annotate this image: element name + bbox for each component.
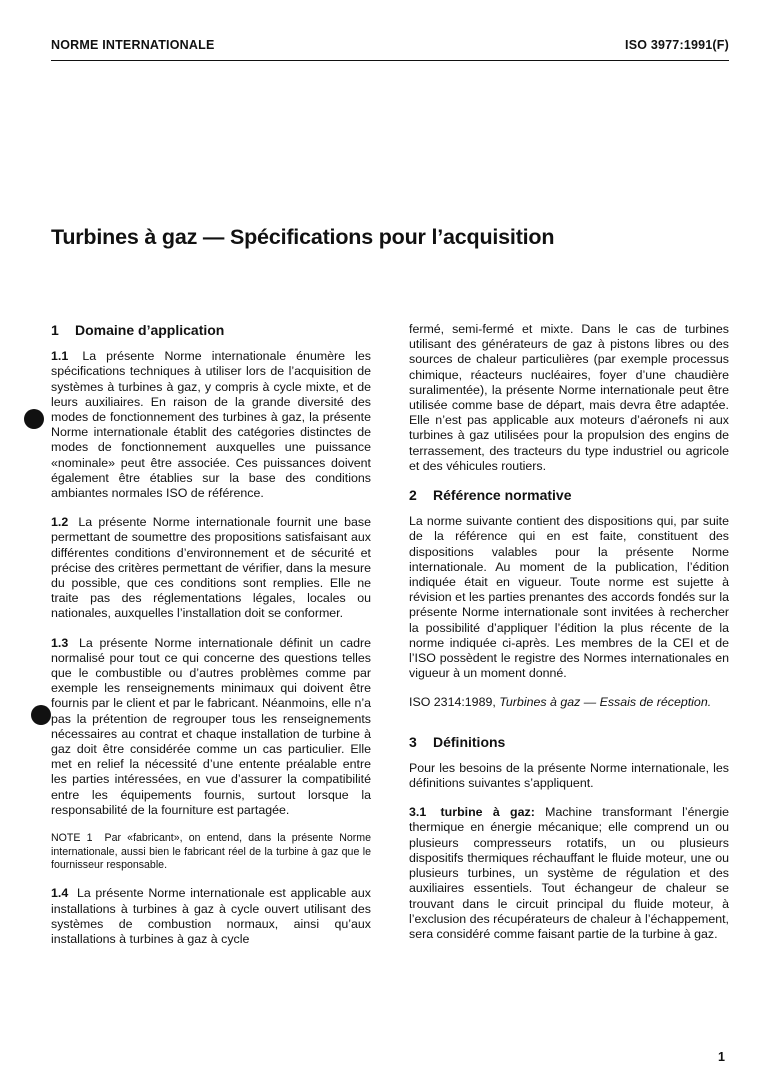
header-rule xyxy=(51,60,729,61)
change-marker-bullet xyxy=(24,409,44,429)
definition-term: turbine à gaz: xyxy=(440,805,535,820)
header-left: NORME INTERNATIONALE xyxy=(51,38,215,52)
section-1-heading xyxy=(51,323,371,338)
page-number: 1 xyxy=(718,1050,725,1064)
section-2-heading xyxy=(409,488,729,503)
definition-text: Machine transformant l’énergie thermique en énergie mécanique; elle comprend un ou plusieurs compresseurs rotatifs, un ou plusieurs dispositifs thermiques réchauffant le fluide moteur, une ou plusieurs turbines, un système de régulation et des auxiliaires essentiels. Tout échangeur de chaleur se trouvant dans le circuit principal du fluide moteur, à l’exclusion des récupérateurs de chaleur à l’échappement, sera considéré comme faisant partie de la turbine à gaz. xyxy=(409,805,729,941)
clause-1-3 xyxy=(51,636,371,818)
note-label: NOTE 1 xyxy=(51,832,93,845)
left-column xyxy=(51,319,371,961)
clause-number: 1.3 xyxy=(51,635,69,650)
document-title: Turbines à gaz — Spécifications pour l’acquisition xyxy=(51,225,555,249)
clause-1-4 xyxy=(51,886,371,947)
note-1 xyxy=(51,832,371,872)
section-3-intro: Pour les besoins de la présente Norme internationale, les définitions suivantes s’appliquent. xyxy=(409,760,729,791)
normative-reference xyxy=(409,695,729,710)
section-number: 2 xyxy=(409,487,417,504)
clause-number: 1.4 xyxy=(51,886,69,901)
change-marker-bullet xyxy=(31,705,51,725)
section-2-text: La norme suivante contient des dispositions qui, par suite de la référence qui en est faite, constituent des dispositions valables pour la présente Norme internationale. Au moment de la publication, l’édition indiquée était en vigueur. Toute norme est sujette à révision et les parties prenantes des accords fondés sur la présente Norme internationale sont invitées à rechercher la possibilité d’appliquer l’édition la plus récente de la norme indiquée ci-après. Les membres de la CEI et de l’ISO possèdent le registre des Normes internationales en vigueur à un moment donné. xyxy=(409,514,729,681)
clause-text: La présente Norme internationale définit un cadre normalisé pour tout ce qui concerne des questions telles que le combustible ou d’autres problèmes comme par exemple les renseignements minimaux qui doivent être fournis par le client et par le fabricant. Néanmoins, elle n’a pas la prétention de regrouper tous les renseignements nécessaires au contrat et chaque installation de turbine à gaz doit être considérée comme un cas particulier. Elle met en relief la nécessité d’une entente préalable entre les parties intéressées, en vue d’assurer la compatibilité entre les équipements fournis, surtout lorsque la responsabilité de la fourniture est partagée. xyxy=(51,635,371,817)
reference-code: ISO 2314:1989, xyxy=(409,695,496,710)
section-3-heading xyxy=(409,735,729,750)
clause-text: La présente Norme internationale fournit une base permettant de soumettre des propositions satisfaisant aux différentes conditions d’environnement et de sécurité et précise des critères permettant de vérifier, dans la mesure du possible, que ces conditions sont remplies. Elle ne traite pas des réglementations légales, locales ou nationales, auxquelles l’installation doit se conformer. xyxy=(51,515,371,621)
section-number: 1 xyxy=(51,322,59,338)
clause-number: 1.2 xyxy=(51,515,69,530)
clause-1-2 xyxy=(51,515,371,621)
section-title: Référence normative xyxy=(433,487,572,504)
reference-title: Turbines à gaz — Essais de réception. xyxy=(499,695,712,710)
page-header xyxy=(51,38,729,52)
clause-1-1 xyxy=(51,349,371,501)
section-number: 3 xyxy=(409,733,417,750)
right-column xyxy=(409,322,729,956)
clause-number: 1.1 xyxy=(51,349,69,364)
header-right: ISO 3977:1991(F) xyxy=(625,38,729,52)
section-title: Définitions xyxy=(433,733,506,750)
definition-number: 3.1 xyxy=(409,805,427,820)
clause-1-4-continued: fermé, semi-fermé et mixte. Dans le cas de turbines utilisant des générateurs de gaz à pistons libres ou des sources de chaleur particulières (par exemple processus chimique, réacteurs nucléaires, foyer d’une chaudière suralimentée), la présente Norme internationale peut être utilisée comme base de départ, mais devra être adaptée. Elle n’est pas applicable aux moteurs d’aéronefs ni aux turbines à gaz utilisées pour la propulsion des engins de terrassement, des tracteurs du type industriel ou agricole et des véhicules routiers. xyxy=(409,322,729,473)
section-title: Domaine d’application xyxy=(75,322,225,338)
note-text: Par «fabricant», on entend, dans la présente Norme internationale, aussi bien le fabricant réel de la turbine à gaz que le fournisseur responsable. xyxy=(51,832,372,871)
definition-3-1 xyxy=(409,805,729,942)
clause-text: La présente Norme internationale est applicable aux installations à turbines à gaz à cycle ouvert utilisant des systèmes de combustion normaux, ainsi qu’aux installations à turbines à gaz à cycle xyxy=(51,886,371,946)
clause-text: La présente Norme internationale énumère les spécifications techniques à utiliser lors de l’acquisition de systèmes à turbines à gaz, y compris à cycle mixte, et de leurs auxiliaires. En raison de la grande diversité des modes de fonctionnement des turbines à gaz, la présente Norme internationale établit des catégories distinctes de modes de fonctionnement auxquelles une puissance «nominale» peut être associée. Ces puissances doivent également être établies sur la base des conditions ambiantes normales ISO de référence. xyxy=(51,349,371,501)
